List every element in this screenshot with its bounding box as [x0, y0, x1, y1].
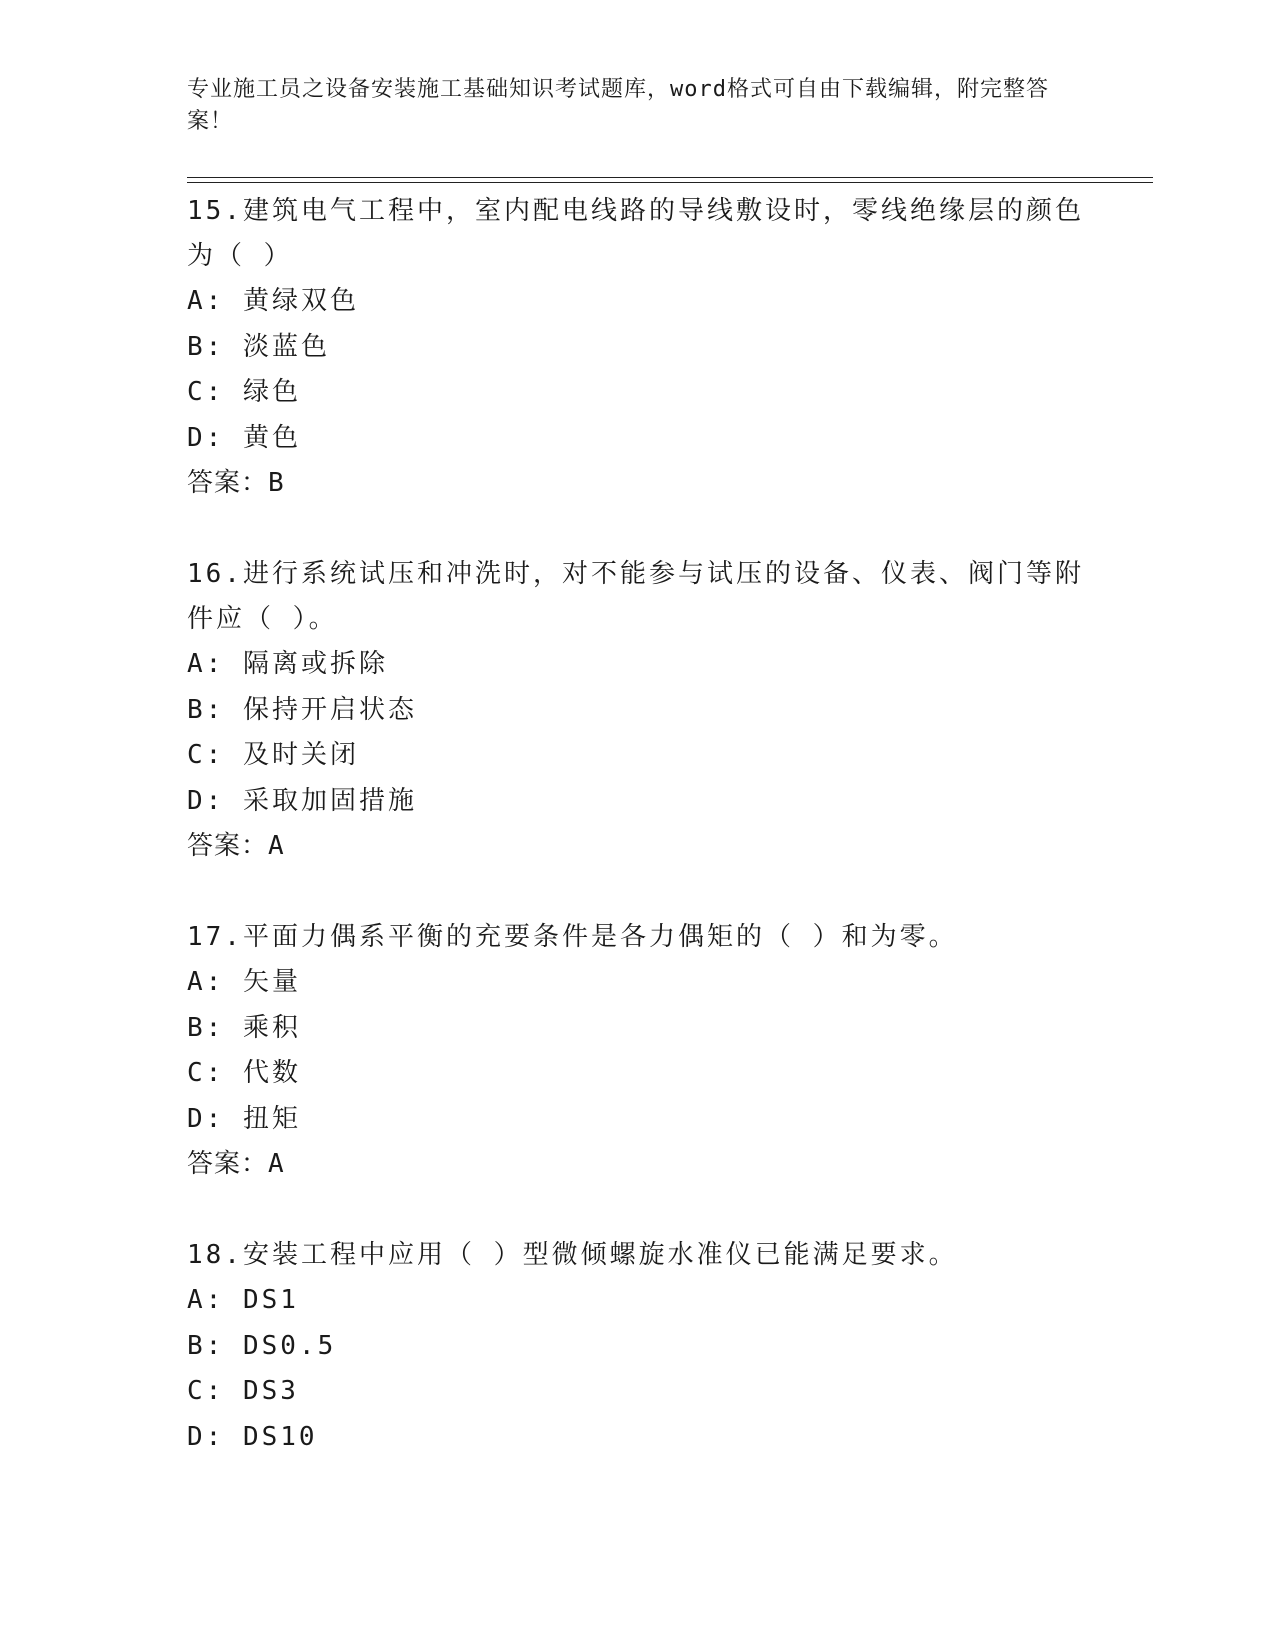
question-18 [187, 1233, 1087, 1460]
answer-line: 答案：A [187, 1149, 285, 1179]
question-stem: 17.平面力偶系平衡的充要条件是各力偶矩的（ ）和为零。 [187, 922, 958, 952]
header-rule-bottom [187, 182, 1153, 183]
option-c: C: 绿色 [187, 377, 301, 407]
header-rule-top [187, 177, 1153, 178]
option-b: B: 淡蓝色 [187, 331, 330, 362]
option-c: C: 代数 [187, 1058, 301, 1088]
option-d: D: DS10 [187, 1421, 318, 1452]
option-a: A: 隔离或拆除 [187, 649, 388, 679]
option-c: C: DS3 [187, 1376, 299, 1406]
question-17 [187, 915, 1087, 1187]
question-stem: 15.建筑电气工程中，室内配电线路的导线敷设时，零线绝缘层的颜色为（ ） [187, 196, 1084, 271]
question-16 [187, 552, 1087, 869]
answer-line: 答案：B [187, 468, 285, 498]
option-b: B: 乘积 [187, 1012, 301, 1043]
option-a: A: 黄绿双色 [187, 286, 359, 316]
option-d: D: 黄色 [187, 422, 301, 453]
header-note: 专业施工员之设备安装施工基础知识考试题库，word格式可自由下载编辑，附完整答案！ [187, 77, 1049, 134]
option-a: A: DS1 [187, 1285, 299, 1315]
option-a: A: 矢量 [187, 967, 301, 997]
answer-line: 答案：A [187, 831, 285, 861]
option-c: C: 及时关闭 [187, 740, 359, 770]
question-list [187, 189, 1087, 1506]
option-b: B: 保持开启状态 [187, 694, 417, 725]
option-d: D: 采取加固措施 [187, 785, 417, 816]
option-d: D: 扭矩 [187, 1103, 301, 1134]
question-15 [187, 189, 1087, 506]
question-stem: 18.安装工程中应用（ ）型微倾螺旋水准仪已能满足要求。 [187, 1240, 958, 1270]
question-stem: 16.进行系统试压和冲洗时，对不能参与试压的设备、仪表、阀门等附件应（ ）。 [187, 559, 1084, 634]
option-b: B: DS0.5 [187, 1330, 337, 1361]
